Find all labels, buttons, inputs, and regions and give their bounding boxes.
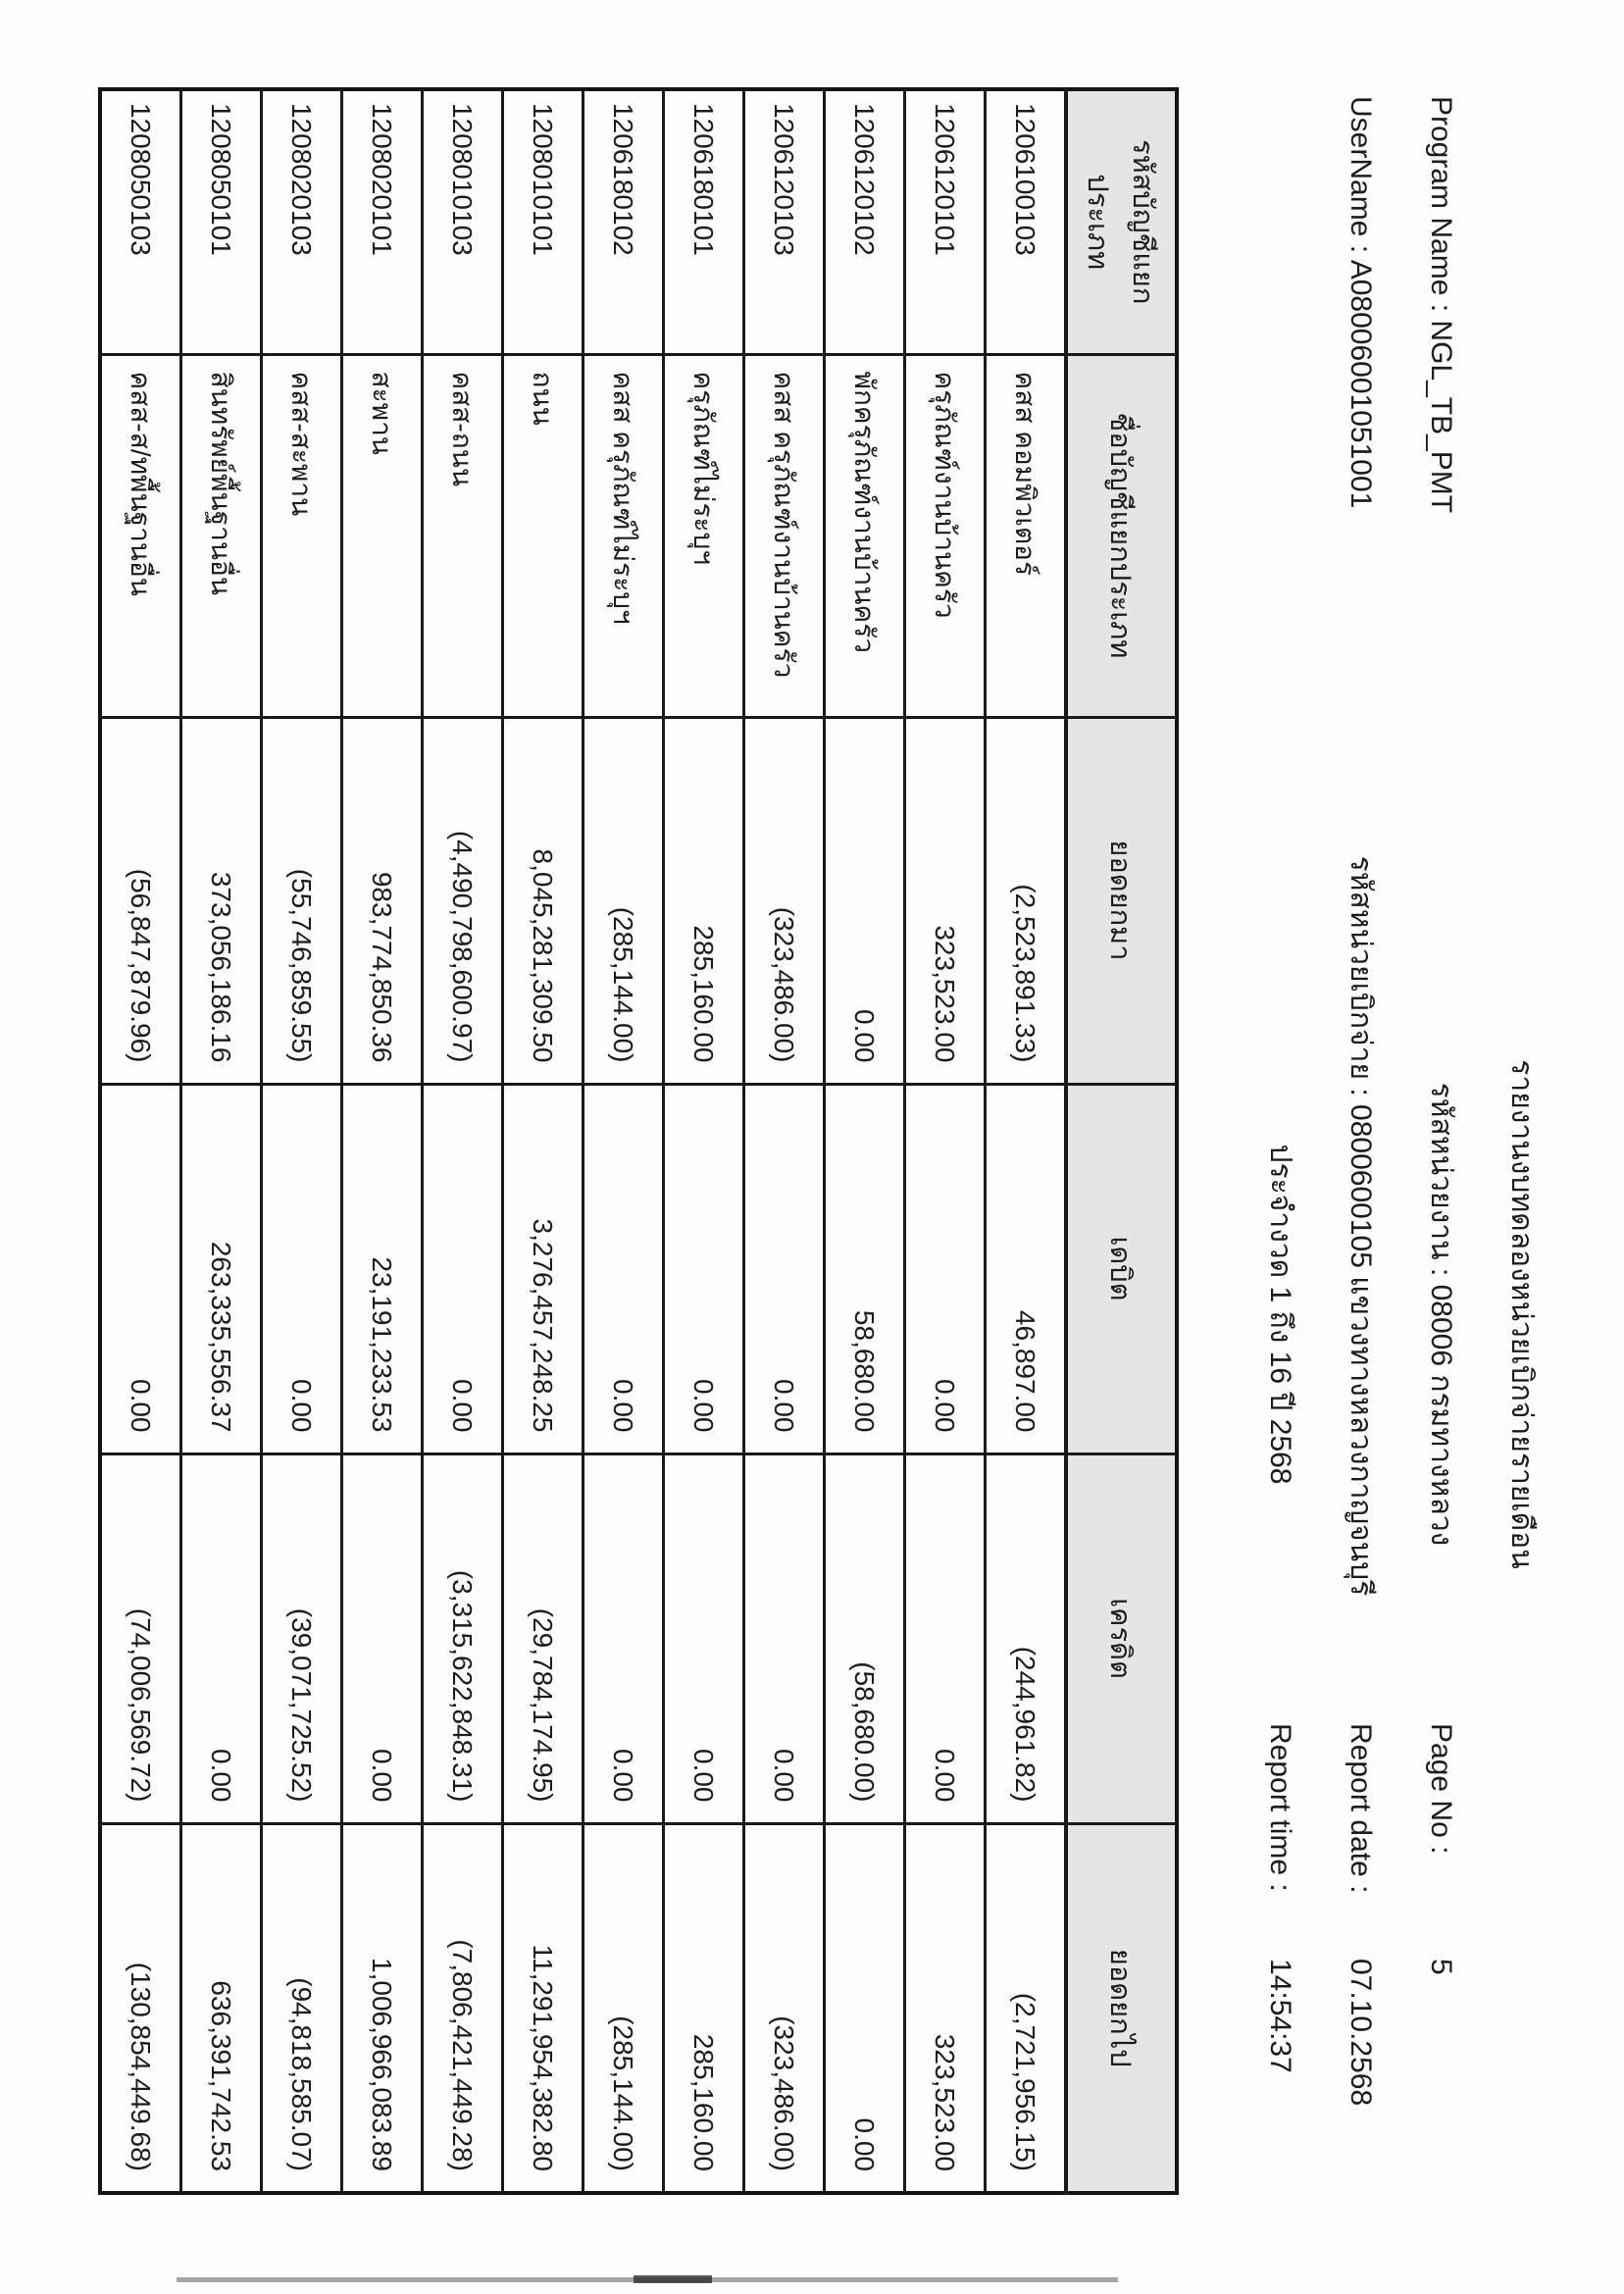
table-row <box>986 89 1067 2193</box>
cell-name: คสส ครุภัณฑ์ไม่ระบุฯ <box>584 354 664 717</box>
cell-balance_cf: 323,523.00 <box>905 1823 986 2193</box>
cell-balance_bf: 285,160.00 <box>664 717 744 1084</box>
period-line: ประจำงวด 1 ถึง 16 ปี 2568 <box>1264 1144 1296 1485</box>
cell-code: 1206120102 <box>825 89 905 354</box>
cell-code: 1208050101 <box>181 89 262 354</box>
cell-balance_bf: (56,847,879.96) <box>100 717 181 1084</box>
cell-credit: 0.00 <box>584 1453 664 1823</box>
table-row <box>100 89 181 2193</box>
cell-name: คสส-สะพาน <box>262 354 342 717</box>
cell-name: สินทรัพย์พื้นฐานอื่น <box>181 354 262 717</box>
cell-name: พักครุภัณฑ์งานบ้านครัว <box>825 354 905 717</box>
cell-balance_bf: 0.00 <box>825 717 905 1084</box>
column-header-2: ยอดยกมา <box>1066 717 1177 1084</box>
cell-balance_bf: 323,523.00 <box>905 717 986 1084</box>
cell-debit: 0.00 <box>100 1084 181 1453</box>
cell-balance_cf: 636,391,742.53 <box>181 1823 262 2193</box>
table-row <box>342 89 423 2193</box>
cell-debit: 3,276,457,248.25 <box>503 1084 584 1453</box>
cell-credit: (58,680.00) <box>825 1453 905 1823</box>
cell-credit: 0.00 <box>905 1453 986 1823</box>
cell-balance_cf: (94,818,585.07) <box>262 1823 342 2193</box>
cell-balance_bf: 983,774,850.36 <box>342 717 423 1084</box>
cell-code: 1206120103 <box>744 89 825 354</box>
column-header-1: ชื่อบัญชีแยกประเภท <box>1066 354 1177 717</box>
cell-code: 1208010101 <box>503 89 584 354</box>
cell-name: ถนน <box>503 354 584 717</box>
cell-debit: 46,897.00 <box>986 1084 1067 1453</box>
cell-credit: (39,071,725.52) <box>262 1453 342 1823</box>
cell-code: 1208010103 <box>423 89 503 354</box>
cell-balance_cf: (285,144.00) <box>584 1823 664 2193</box>
report-time-label: Report time : <box>1264 1723 1296 1892</box>
column-header-4: เครดิต <box>1066 1453 1177 1823</box>
cell-name: คสส-ส/ทพื้นฐานอื่น <box>100 354 181 717</box>
cell-balance_cf: (7,806,421,449.28) <box>423 1823 503 2193</box>
cell-name: คสส-ถนน <box>423 354 503 717</box>
user-name: UserName : A08006001051001 <box>1345 96 1377 509</box>
page-no-label: Page No : <box>1425 1723 1457 1855</box>
table-row <box>664 89 744 2193</box>
column-header-0: รหัสบัญชีแยกประเภท <box>1066 89 1177 354</box>
report-date-value: 07.10.2568 <box>1345 1959 1377 2107</box>
cell-debit: 0.00 <box>584 1084 664 1453</box>
cell-balance_cf: 1,006,966,083.89 <box>342 1823 423 2193</box>
cell-code: 1206100103 <box>986 89 1067 354</box>
cell-debit: 0.00 <box>905 1084 986 1453</box>
cell-balance_bf: (285,144.00) <box>584 717 664 1084</box>
cell-debit: 0.00 <box>664 1084 744 1453</box>
cell-balance_cf: (323,486.00) <box>744 1823 825 2193</box>
cell-debit: 58,680.00 <box>825 1084 905 1453</box>
table-row <box>503 89 584 2193</box>
cell-balance_bf: (2,523,891.33) <box>986 717 1067 1084</box>
agency-code-line: รหัสหน่วยงาน : 08006 กรมทางหลวง <box>1425 1082 1457 1547</box>
cell-balance_bf: (55,746,859.55) <box>262 717 342 1084</box>
cell-balance_cf: 0.00 <box>825 1823 905 2193</box>
cell-balance_cf: 285,160.00 <box>664 1823 744 2193</box>
cell-balance_cf: 11,291,954,382.80 <box>503 1823 584 2193</box>
cell-debit: 23,191,233.53 <box>342 1084 423 1453</box>
cell-debit: 0.00 <box>262 1084 342 1453</box>
report-title: รายงานงบทดลองหน่วยเบิกจ่ายรายเดือน <box>1505 1059 1538 1569</box>
cell-code: 1206180102 <box>584 89 664 354</box>
cell-code: 1208020101 <box>342 89 423 354</box>
trial-balance-table <box>98 87 1179 2195</box>
cell-balance_cf: (130,854,449.68) <box>100 1823 181 2193</box>
program-name: Program Name : NGL_TB_PMT <box>1425 96 1457 514</box>
cell-code: 1206180101 <box>664 89 744 354</box>
table-row <box>825 89 905 2193</box>
cell-debit: 0.00 <box>744 1084 825 1453</box>
column-header-5: ยอดยกไป <box>1066 1823 1177 2193</box>
cell-debit: 0.00 <box>423 1084 503 1453</box>
cell-credit: (244,961.82) <box>986 1453 1067 1823</box>
cell-balance_bf: (4,490,798,600.97) <box>423 717 503 1084</box>
column-header-3: เดบิต <box>1066 1084 1177 1453</box>
cell-balance_bf: 373,056,186.16 <box>181 717 262 1084</box>
cell-name: คสส ครุภัณฑ์งานบ้านครัว <box>744 354 825 717</box>
cell-balance_bf: 8,045,281,309.50 <box>503 717 584 1084</box>
page-no-value: 5 <box>1425 1959 1457 1975</box>
table-row <box>905 89 986 2193</box>
cell-credit: (3,315,622,848.31) <box>423 1453 503 1823</box>
cell-name: สะพาน <box>342 354 423 717</box>
disburse-unit-line: รหัสหน่วยเบิกจ่าย : 0800600105 แขวงทางหลวงกาญจนบุรี <box>1345 855 1377 1597</box>
cell-code: 1208020103 <box>262 89 342 354</box>
table-row <box>181 89 262 2193</box>
table-header-row <box>1066 89 1177 2193</box>
cell-debit: 263,335,556.37 <box>181 1084 262 1453</box>
cell-credit: 0.00 <box>181 1453 262 1823</box>
cell-credit: 0.00 <box>744 1453 825 1823</box>
cell-code: 1206120101 <box>905 89 986 354</box>
cell-name: ครุภัณฑ์ไม่ระบุฯ <box>664 354 744 717</box>
scanner-edge-artifact-dark <box>634 2275 712 2283</box>
cell-name: ครุภัณฑ์งานบ้านครัว <box>905 354 986 717</box>
table-row <box>584 89 664 2193</box>
report-date-label: Report date : <box>1345 1723 1377 1894</box>
table-row <box>262 89 342 2193</box>
cell-balance_bf: (323,486.00) <box>744 717 825 1084</box>
table-row <box>423 89 503 2193</box>
report-time-value: 14:54:37 <box>1264 1959 1296 2073</box>
cell-code: 1208050103 <box>100 89 181 354</box>
cell-credit: 0.00 <box>664 1453 744 1823</box>
table-row <box>744 89 825 2193</box>
cell-name: คสส คอมพิวเตอร์ <box>986 354 1067 717</box>
cell-credit: (74,006,569.72) <box>100 1453 181 1823</box>
cell-credit: 0.00 <box>342 1453 423 1823</box>
cell-credit: (29,784,174.95) <box>503 1453 584 1823</box>
cell-balance_cf: (2,721,956.15) <box>986 1823 1067 2193</box>
